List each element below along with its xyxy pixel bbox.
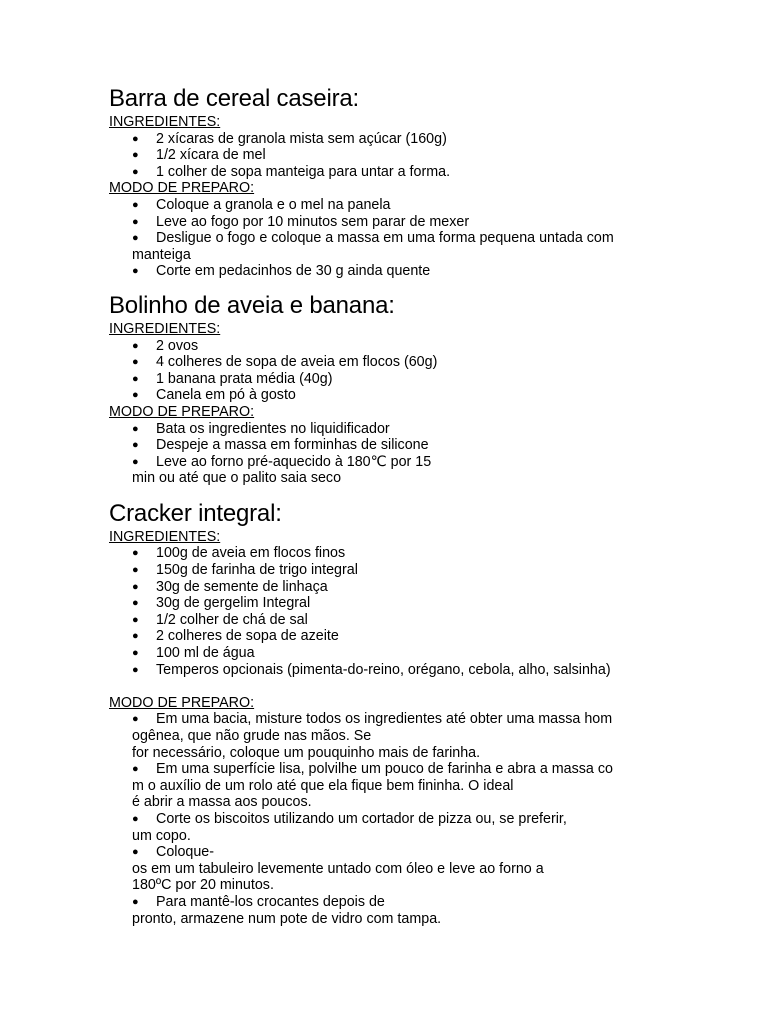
ingredient-item	[132, 354, 729, 371]
method-label: MODO DE PREPARO:	[109, 403, 255, 420]
recipe-bolinho-de-aveia	[109, 291, 729, 487]
bullet-icon: ●	[132, 439, 139, 452]
ingredient-item	[132, 338, 729, 355]
method-step	[132, 421, 729, 438]
bullet-icon: ●	[132, 132, 139, 145]
method-label: MODO DE PREPARO:	[109, 180, 255, 197]
bullet-icon: ●	[132, 455, 139, 468]
ingredients-label: INGREDIENTES:	[109, 114, 221, 130]
bullet-icon: ●	[132, 232, 139, 245]
ingredient-item	[132, 147, 729, 164]
ingredient-text: 2 xícaras de granola mista sem açúcar (160g)	[156, 130, 447, 147]
bullet-icon: ●	[132, 663, 139, 676]
method-text: Para mantê-los crocantes depois de	[156, 893, 385, 910]
ingredient-item	[132, 164, 729, 181]
bullet-icon: ●	[132, 149, 139, 162]
method-step	[132, 214, 729, 231]
bullet-icon: ●	[132, 389, 139, 402]
method-step	[132, 437, 729, 454]
ingredient-text: 100g de aveia em flocos finos	[156, 545, 346, 562]
ingredient-text: 30g de gergelim Integral	[156, 595, 311, 612]
method-step	[132, 230, 729, 263]
bullet-icon: ●	[132, 713, 139, 726]
ingredient-item	[132, 545, 729, 562]
method-text: Bata os ingredientes no liquidificador	[156, 420, 390, 437]
bullet-icon: ●	[132, 198, 139, 211]
method-text-continuation: 180ºC por 20 minutos.	[132, 877, 274, 894]
bullet-icon: ●	[132, 763, 139, 776]
ingredient-text: 2 colheres de sopa de azeite	[156, 628, 339, 645]
method-text: Coloque-	[156, 844, 215, 861]
method-text-continuation: é abrir a massa aos poucos.	[132, 794, 312, 811]
bullet-icon: ●	[132, 356, 139, 369]
method-text: Leve ao forno pré-aquecido à 180℃ por 15	[156, 453, 432, 470]
recipe-title: Bolinho de aveia e banana:	[109, 291, 395, 319]
method-step	[132, 811, 729, 844]
method-text-continuation: ogênea, que não grude nas mãos. Se	[132, 728, 372, 744]
ingredient-text: Canela em pó à gosto	[156, 387, 296, 404]
ingredient-text: 2 ovos	[156, 337, 199, 354]
ingredient-item	[132, 579, 729, 596]
method-text-continuation: um copo.	[132, 827, 191, 844]
method-text: Coloque a granola e o mel na panela	[156, 196, 391, 213]
method-text: Despeje a massa em forminhas de silicone	[156, 437, 429, 454]
ingredients-list	[109, 131, 729, 181]
bullet-icon: ●	[132, 647, 139, 660]
ingredient-text: 30g de semente de linhaça	[156, 578, 328, 595]
ingredient-item	[132, 387, 729, 404]
method-step	[132, 197, 729, 214]
method-text: Em uma bacia, misture todos os ingredientes até obter uma massa hom	[156, 711, 613, 728]
method-text-continuation: for necessário, coloque um pouquinho mais de farinha.	[132, 744, 481, 761]
recipe-title: Cracker integral:	[109, 499, 282, 527]
bullet-icon: ●	[132, 265, 139, 278]
ingredients-list	[109, 545, 729, 678]
ingredient-item	[132, 628, 729, 645]
method-text-continuation: pronto, armazene num pote de vidro com tampa.	[132, 910, 442, 927]
bullet-icon: ●	[132, 372, 139, 385]
ingredients-list	[109, 338, 729, 404]
method-step	[132, 711, 729, 761]
method-text-continuation: min ou até que o palito saia seco	[132, 470, 342, 487]
method-step	[132, 263, 729, 280]
method-text: Em uma superfície lisa, polvilhe um pouco de farinha e abra a massa co	[156, 761, 613, 778]
ingredient-text: 1 banana prata média (40g)	[156, 370, 333, 387]
bullet-icon: ●	[132, 580, 139, 593]
bullet-icon: ●	[132, 613, 139, 626]
method-step	[132, 894, 729, 927]
bullet-icon: ●	[132, 630, 139, 643]
method-text-continuation: os em um tabuleiro levemente untado com óleo e leve ao forno a	[132, 860, 544, 877]
ingredient-item	[132, 371, 729, 388]
method-step	[132, 844, 729, 894]
ingredient-item	[132, 645, 729, 662]
ingredient-item	[132, 612, 729, 629]
bullet-icon: ●	[132, 597, 139, 610]
ingredient-text: Temperos opcionais (pimenta-do-reino, orégano, cebola, alho, salsinha)	[156, 661, 611, 678]
ingredient-text: 150g de farinha de trigo integral	[156, 562, 358, 579]
recipe-barra-de-cereal	[109, 84, 729, 280]
ingredient-text: 100 ml de água	[156, 645, 255, 662]
method-list	[109, 197, 729, 280]
bullet-icon: ●	[132, 812, 139, 825]
ingredient-item	[132, 562, 729, 579]
ingredient-text: 1/2 colher de chá de sal	[156, 611, 308, 628]
bullet-icon: ●	[132, 165, 139, 178]
method-list	[109, 421, 729, 487]
ingredients-label: INGREDIENTES:	[109, 528, 221, 545]
ingredient-text: 4 colheres de sopa de aveia em flocos (60g)	[156, 354, 438, 371]
method-text: Corte os biscoitos utilizando um cortador de pizza ou, se preferir,	[156, 810, 567, 827]
ingredient-item	[132, 131, 729, 148]
ingredient-item	[132, 662, 729, 679]
method-list	[109, 711, 729, 927]
method-text-continuation: m o auxílio de um rolo até que ela fique bem fininha. O ideal	[132, 777, 514, 794]
ingredient-text: 1/2 xícara de mel	[156, 147, 266, 164]
bullet-icon: ●	[132, 215, 139, 228]
method-label: MODO DE PREPARO:	[109, 694, 255, 711]
bullet-icon: ●	[132, 846, 139, 859]
bullet-icon: ●	[132, 564, 139, 577]
bullet-icon: ●	[132, 339, 139, 352]
method-text: Desligue o fogo e coloque a massa em uma forma pequena untada com	[156, 230, 614, 247]
recipe-title: Barra de cereal caseira:	[109, 85, 359, 112]
ingredient-text: 1 colher de sopa manteiga para untar a forma.	[156, 163, 451, 180]
document-page	[109, 84, 729, 927]
recipe-cracker-integral	[109, 499, 729, 927]
ingredient-item	[132, 595, 729, 612]
bullet-icon: ●	[132, 895, 139, 908]
ingredients-label: INGREDIENTES:	[109, 320, 221, 337]
method-text: Leve ao fogo por 10 minutos sem parar de mexer	[156, 213, 470, 230]
bullet-icon: ●	[132, 547, 139, 560]
method-text-continuation: manteiga	[132, 246, 191, 263]
method-text: Corte em pedacinhos de 30 g ainda quente	[156, 263, 431, 280]
method-step	[132, 761, 729, 811]
bullet-icon: ●	[132, 422, 139, 435]
method-step	[132, 454, 729, 487]
